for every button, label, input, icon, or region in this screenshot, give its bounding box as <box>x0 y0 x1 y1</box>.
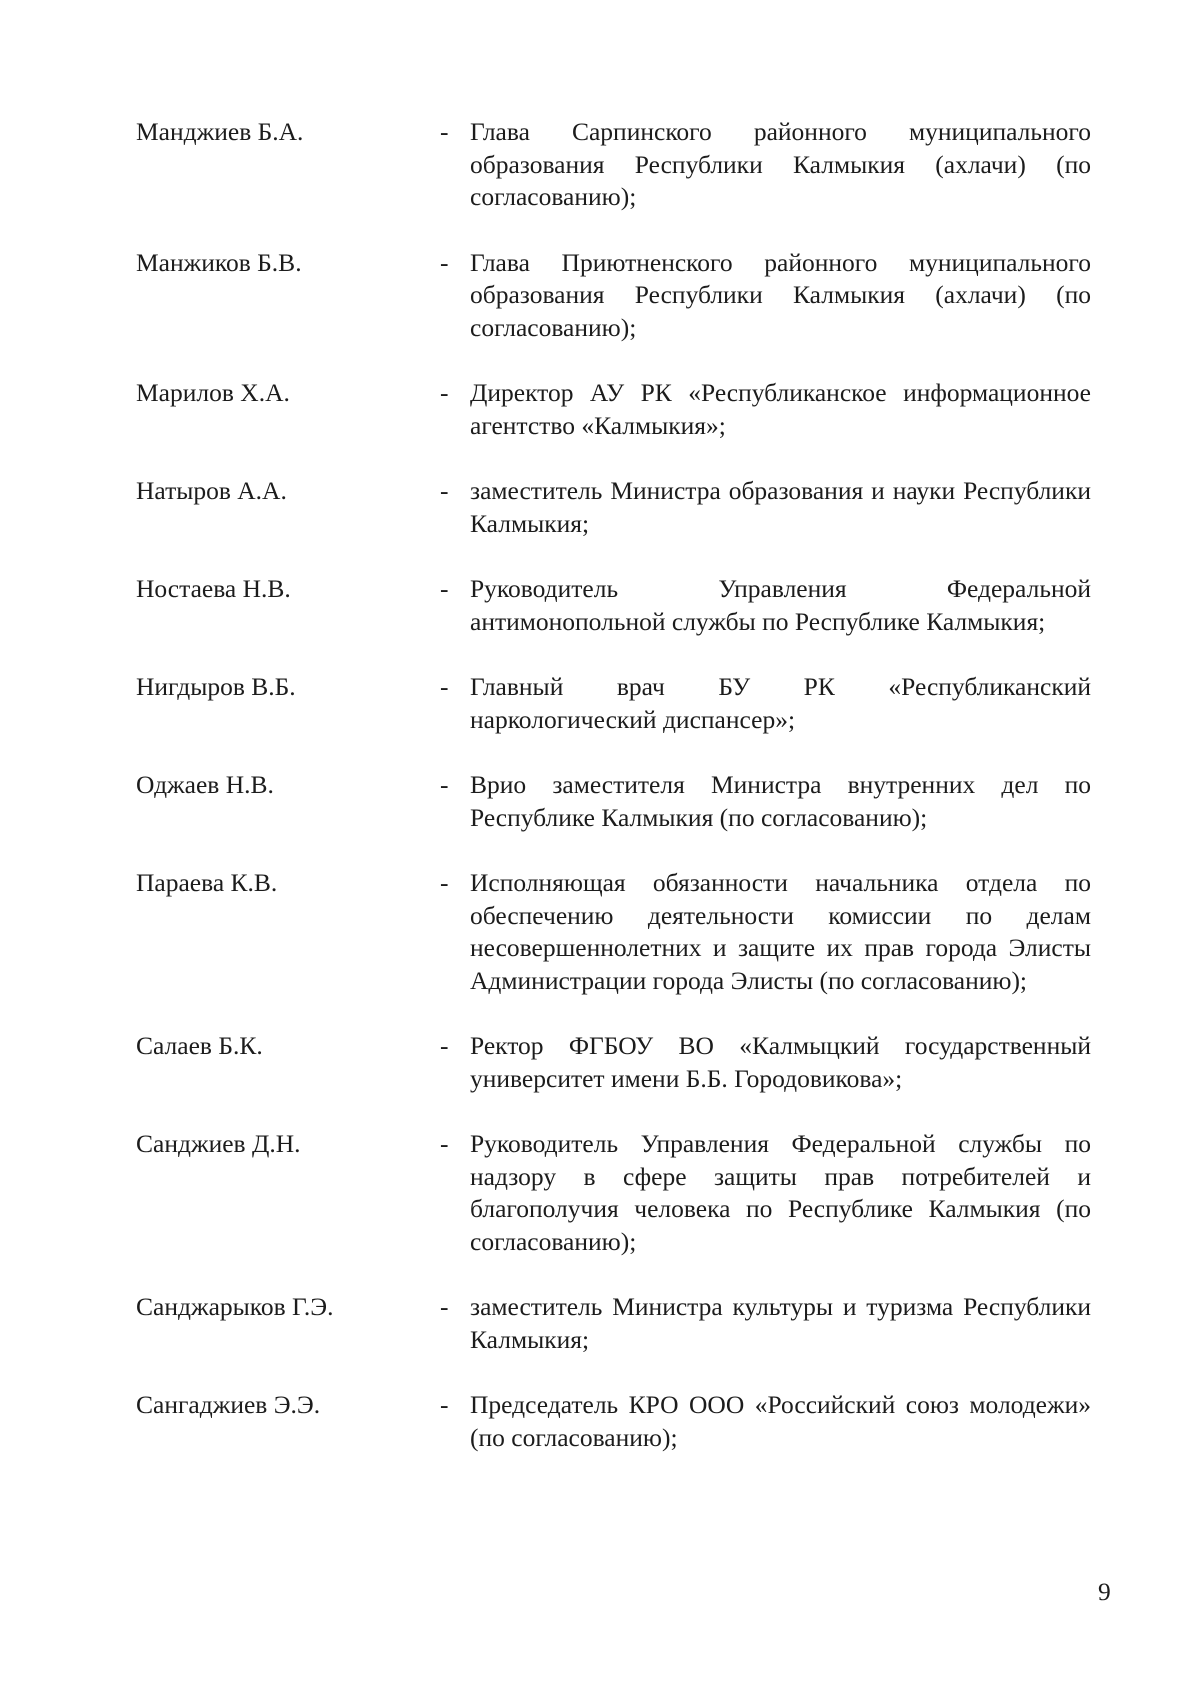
member-position: Глава Приютненского районного муниципального образования Республики Калмыкия (ахлачи) (по согласованию); <box>470 247 1091 342</box>
list-item <box>136 769 1091 834</box>
list-item <box>136 573 1091 638</box>
member-name: Манжиков Б.В. <box>136 247 302 277</box>
list-item <box>136 247 1091 345</box>
dash-separator: - <box>440 672 449 701</box>
member-position: Исполняющая обязанности начальника отдела по обеспечению деятельности комиссии по делам несовершеннолетних и защите их прав города Элисты Администрации города Элисты (по согласованию); <box>470 868 1091 995</box>
member-position: заместитель Министра образования и науки Республики Калмыкия; <box>470 476 1091 538</box>
member-name: Оджаев Н.В. <box>136 770 274 799</box>
member-position: Руководитель Управления Федеральной антимонопольной службы по Республике Калмыкия; <box>470 574 1091 636</box>
member-position: Ректор ФГБОУ ВО «Калмыцкий государственный университет имени Б.Б. Городовикова»; <box>470 1031 1091 1093</box>
member-name: Марилов Х.А. <box>136 378 290 407</box>
member-position: заместитель Министра культуры и туризма Республики Калмыкия; <box>470 1292 1091 1354</box>
member-name: Ностаева Н.В. <box>136 574 291 603</box>
member-position: Директор АУ РК «Республиканское информационное агентство «Калмыкия»; <box>470 378 1091 440</box>
member-name: Натыров А.А. <box>136 476 287 505</box>
member-position: Глава Сарпинского районного муниципального образования Республики Калмыкия (ахлачи) (по согласованию); <box>470 117 1091 211</box>
list-item <box>136 116 1091 214</box>
member-name: Санджиев Д.Н. <box>136 1129 301 1158</box>
member-position: Председатель КРО ООО «Российский союз молодежи» (по согласованию); <box>470 1390 1091 1452</box>
dash-separator: - <box>440 770 449 799</box>
member-position: Врио заместителя Министра внутренних дел по Республике Калмыкия (по согласованию); <box>470 770 1091 832</box>
member-position: Руководитель Управления Федеральной службы по надзору в сфере защиты прав потребителей и благополучия человека по Республике Калмыкия (по согласованию); <box>470 1129 1091 1256</box>
list-item <box>136 1389 1091 1454</box>
list-item <box>136 1030 1091 1095</box>
list-item <box>136 671 1091 736</box>
member-name: Нигдыров В.Б. <box>136 672 296 701</box>
dash-separator: - <box>440 117 449 146</box>
dash-separator: - <box>440 1129 449 1158</box>
list-item <box>136 377 1091 442</box>
list-item <box>136 475 1091 540</box>
dash-separator: - <box>440 1390 449 1419</box>
dash-separator: - <box>440 1031 449 1060</box>
list-item <box>136 1291 1091 1356</box>
page-number: 9 <box>1098 1577 1111 1606</box>
member-name: Манджиев Б.А. <box>136 117 304 146</box>
member-name: Санджарыков Г.Э. <box>136 1292 334 1321</box>
dash-separator: - <box>440 378 449 407</box>
dash-separator: - <box>440 476 449 505</box>
list-item <box>136 1128 1091 1258</box>
list-item <box>136 867 1091 997</box>
dash-separator: - <box>440 868 449 897</box>
member-list <box>136 116 1091 1487</box>
member-name: Параева К.В. <box>136 868 278 897</box>
member-position: Главный врач БУ РК «Республиканский наркологический диспансер»; <box>470 672 1091 734</box>
member-name: Сангаджиев Э.Э. <box>136 1390 321 1419</box>
member-name: Салаев Б.К. <box>136 1031 263 1060</box>
dash-separator: - <box>440 1292 449 1321</box>
dash-separator: - <box>440 574 449 603</box>
dash-separator: - <box>440 247 449 277</box>
